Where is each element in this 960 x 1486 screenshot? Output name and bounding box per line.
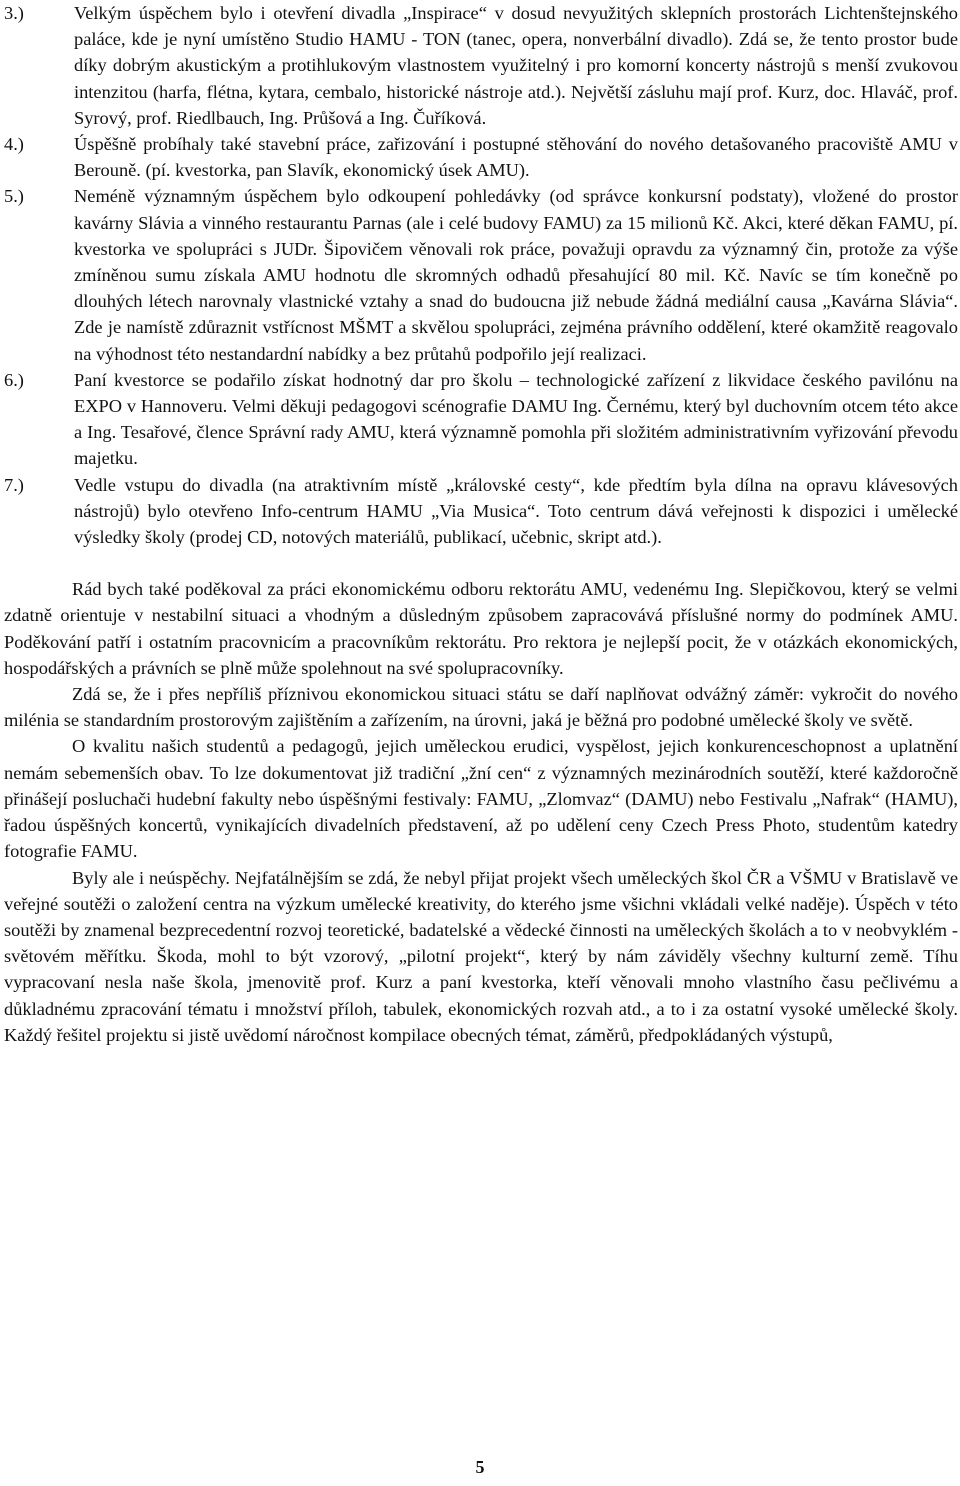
list-item-4 (4, 131, 958, 183)
list-number: 6.) (4, 369, 24, 390)
section-gap (4, 550, 958, 576)
paragraph-students-quality: O kvalitu našich studentů a pedagogů, jejich uměleckou erudici, vyspělost, jejich konkurenceschopnost a uplatnění nemám sebemenších obav. To lze dokumentovat již tradiční „žní cen“ z významných mezinárodních soutěží, které každoročně přinášejí posluchači hudební fakulty nebo úspěšnými festivaly: FAMU, „Zlomvaz“ (DAMU) nebo Festivalu „Nafrak“ (HAMU), řadou úspěšných koncertů, vynikajících divadelních představení, až po udělení ceny Czech Press Photo, studentům katedry fotografie FAMU. (4, 736, 958, 862)
page-number: 5 (475, 1457, 485, 1477)
list-item-6 (4, 367, 958, 472)
list-item-text: Paní kvestorce se podařilo získat hodnotný dar pro školu – technologické zařízení z likvidace českého pavilónu na EXPO v Hannoveru. Velmi děkuji pedagogovi scénografie DAMU Ing. Černému, který byl duchovním otcem této akce a Ing. Tesařové, člence Správní rady AMU, která významně pomohla při složitém administrativním vyřizování převodu majetku. (74, 369, 958, 469)
list-item-text: Vedle vstupu do divadla (na atraktivním místě „královské cesty“, kde předtím byla dílna na opravu klávesových nástrojů) bylo otevřeno Info-centrum HAMU „Via Musica“. Toto centrum dává veřejnosti k dispozici i umělecké výsledky školy (prodej CD, notových materiálů, publikací, učebnic, skript atd.). (74, 474, 958, 548)
list-item-5 (4, 183, 958, 366)
list-item-7 (4, 472, 958, 551)
list-item-3 (4, 0, 958, 131)
list-number: 3.) (4, 3, 24, 23)
list-item-text: Neméně významným úspěchem bylo odkoupení pohledávky (od správce konkursní podstaty), vložené do prostor kavárny Slávia a vinného restaurantu Parnas (ale i celé budovy FAMU) za 15 milionů Kč. Akci, které děkan FAMU, pí. kvestorka ve spolupráci s JUDr. Šipovičem věnovali rok práce, považuji opravdu za významný čin, protože za výše zmíněnou sumu získala AMU hodnotu dle skromných odhadů přesahující 80 mil. Kč. Navíc se tím konečně po dlouhých létech narovnaly vlastnické vztahy a snad do budoucna již nebude žádná mediální causa „Kavárna Slávia“. Zde je namístě zdůraznit vstřícnost MŠMT a skvělou spolupráci, zejména právního oddělení, které okamžitě reagovalo na výhodnost této nestandardní nabídky a bez průtahů podpořilo její realizaci. (74, 186, 958, 364)
list-item-text: Úspěšně probíhaly také stavební práce, zařizování i postupné stěhování do nového detašovaného pracoviště AMU v Berouně. (pí. kvestorka, pan Slavík, ekonomický úsek AMU). (74, 134, 958, 181)
paragraph-millennium: Zdá se, že i přes nepříliš příznivou ekonomickou situaci státu se daří naplňovat odvážný záměr: vykročit do nového milénia se standardním prostorovým zajištěním a zařízením, na úrovni, jaká je běžná pro podobné umělecké školy ve světě. (4, 684, 958, 731)
list-number: 7.) (4, 474, 24, 495)
list-number: 4.) (4, 134, 24, 155)
paragraph-thanks: Rád bych také poděkoval za práci ekonomickému odboru rektorátu AMU, vedenému Ing. Slepičkovou, který se velmi zdatně orientuje v nestabilní situaci a vhodným a důsledným způsobem zapracovává příslušné normy do podmínek AMU. Poděkování patří i ostatním pracovnicím a pracovníkům rektorátu. Pro rektora je nejlepší pocit, že v otázkách ekonomických, hospodářských a právních se plně může spolehnout na své spolupracovníky. (4, 579, 958, 678)
paragraph-failures: Byly ale i neúspěchy. Nejfatálnějším se zdá, že nebyl přijat projekt všech uměleckých škol ČR a VŠMU v Bratislavě ve veřejné soutěži o založení centra na výzkum umělecké kreativity, do kterého jsme všichni vkládali velké naděje). Úspěch v této soutěži by znamenal bezprecedentní rozvoj teoretické, badatelské a vědecké činnosti na uměleckých školách a to v neobvyklém - světovém měřítku. Škoda, mohl to být vzorový, „pilotní projekt“, který by nám záviděly všechny kulturní země. Tíhu vypracovaní nesla naše škola, jmenovitě prof. Kurz a paní kvestorka, kteří věnovali mnoho vlastního času pečlivému a důkladnému zpracování tématu i množství příloh, tabulek, ekonomických rozvah atd., a to i za ostatní vysoké umělecké školy. Každý řešitel projektu si jistě uvědomí náročnost kompilace obecných témat, záměrů, předpokládaných výstupů, (4, 867, 958, 1045)
list-number: 5.) (4, 186, 24, 207)
list-item-text: Velkým úspěchem bylo i otevření divadla „Inspirace“ v dosud nevyužitých sklepních prostorách Lichtenštejnského paláce, kde je nyní umístěno Studio HAMU - TON (tanec, opera, nonverbální divadlo). Zdá se, že tento prostor bude díky dobrým akustickým a protihlukovým vlastnostem využitelný i pro komorní koncerty nástrojů s menší zvukovou intenzitou (harfa, flétna, kytara, cembalo, historické nástroje atd.). Největší zásluhu mají prof. Kurz, doc. Hlaváč, prof. Syrový, prof. Riedlbauch, Ing. Průšová a Ing. Čuříková. (74, 3, 958, 128)
document-page (4, 0, 958, 1048)
